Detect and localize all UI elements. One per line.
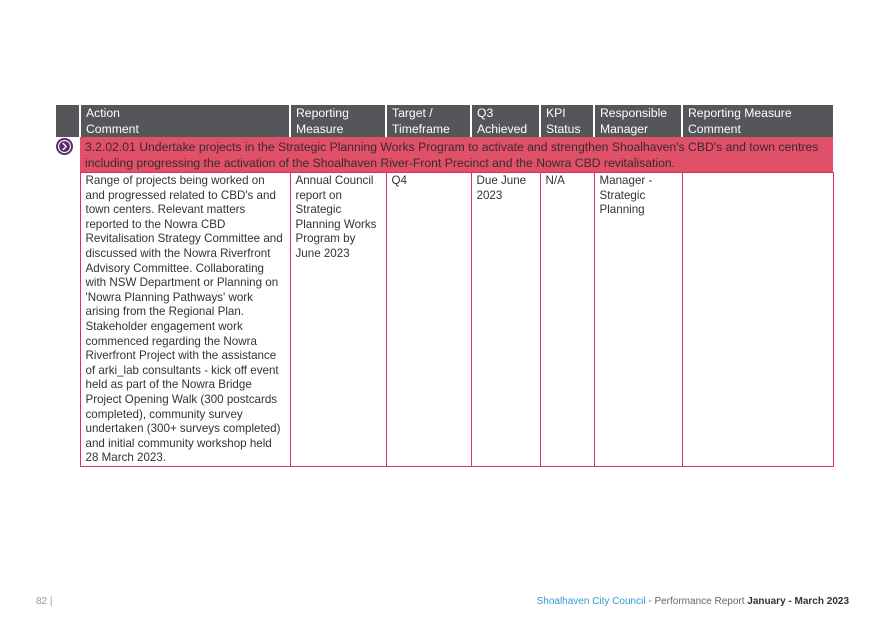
- action-comment-cell: Range of projects being worked on and progressed related to CBD's and town centers. Relevant matters reported to the Nowra CBD Revitalisation Strategy Committee and discussed with the Nowra Riverfront Advisory Committee. Collaborating with NSW Department or Planning on 'Nowra Planning Pathways' work arising from the Regional Plan. Stakeholder engagement work commenced regarding the Nowra Riverfront Project with the assistance of arki_lab consultants - kick off event held as part of the Nowra Bridge Project Opening Walk (300 postcards completed), community survey undertaken (300+ surveys completed) and initial community workshop held 28 March 2023.: [80, 173, 290, 467]
- kpi-status-cell: N/A: [540, 173, 594, 467]
- reporting-measure-comment-cell: [682, 173, 833, 467]
- org-name: Shoalhaven City Council: [536, 596, 646, 607]
- chevron-right-circle-icon[interactable]: [56, 138, 73, 155]
- header-reporting-measure-comment: Reporting Measure Comment: [682, 105, 833, 137]
- header-q3-achieved: Q3 Achieved: [471, 105, 540, 137]
- header-responsible-manager: Responsible Manager: [594, 105, 682, 137]
- q3-achieved-cell: Due June 2023: [471, 173, 540, 467]
- reporting-measure-cell: Annual Council report on Strategic Planning Works Program by June 2023: [290, 173, 386, 467]
- table-header-row: [56, 105, 833, 137]
- header-action-comment: Action Comment: [80, 105, 290, 137]
- table-row: [56, 173, 833, 467]
- header-reporting-measure: Reporting Measure: [290, 105, 386, 137]
- page-number: 82 |: [36, 596, 53, 607]
- action-row: [56, 137, 833, 173]
- action-description: 3.2.02.01 Undertake projects in the Strategic Planning Works Program to activate and strengthen Shoalhaven's CBD's and town centres including progressing the activation of the Shoalhaven River-Front Precinct and the Nowra CBD revitalisation.: [80, 137, 833, 173]
- header-icon-column: [56, 105, 80, 137]
- report-footer: [537, 596, 849, 608]
- target-timeframe-cell: Q4: [386, 173, 471, 467]
- report-name: - Performance Report: [645, 596, 748, 607]
- header-kpi-status: KPI Status: [540, 105, 594, 137]
- detail-spacer-cell: [56, 173, 80, 467]
- performance-table: [56, 105, 834, 467]
- report-period: January - March 2023: [747, 596, 849, 607]
- header-target-timeframe: Target / Timeframe: [386, 105, 471, 137]
- responsible-manager-cell: Manager - Strategic Planning: [594, 173, 682, 467]
- action-icon-cell: [56, 137, 80, 173]
